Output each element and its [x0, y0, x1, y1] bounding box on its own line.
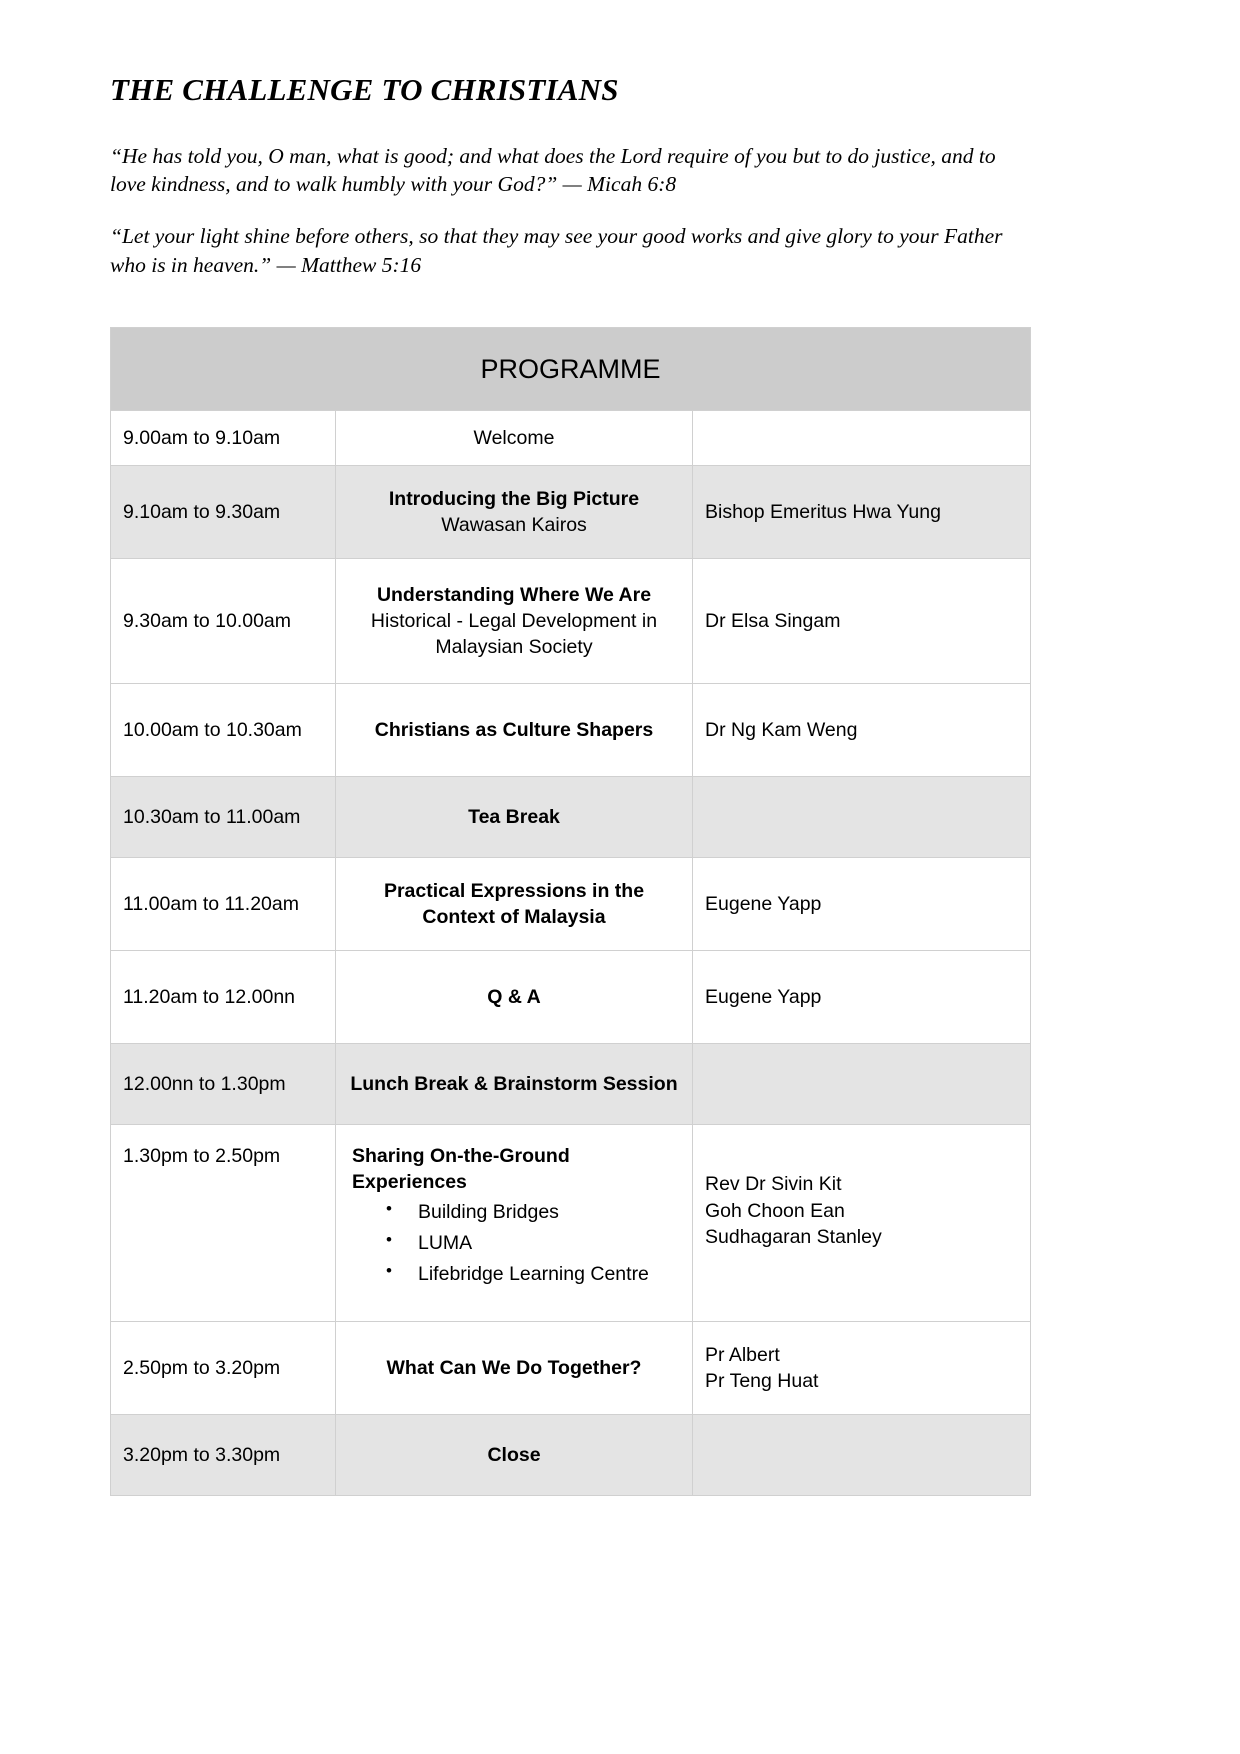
programme-table-header-row: [111, 328, 1031, 411]
row-time: 9.30am to 10.00am: [111, 559, 336, 684]
row-time: 3.20pm to 3.30pm: [111, 1415, 336, 1496]
quote-reference: — Matthew 5:16: [276, 252, 422, 277]
table-row: [111, 1044, 1031, 1125]
speaker-name: Eugene Yapp: [705, 892, 822, 915]
row-speaker: [693, 466, 1031, 559]
row-time: 9.00am to 9.10am: [111, 411, 336, 466]
programme-table: [110, 327, 1031, 1496]
page-title: THE CHALLENGE TO CHRISTIANS: [110, 72, 619, 107]
row-topic: [336, 684, 693, 777]
row-topic-subtitle: Historical - Legal Development in Malaysian Society: [370, 610, 658, 659]
row-topic: [336, 1125, 693, 1322]
row-speaker: [693, 684, 1031, 777]
quote-text: “Let your light shine before others, so that they may see your good works and give glory to your Father who is in heaven.”: [110, 224, 1003, 277]
table-row: [111, 777, 1031, 858]
list-item: • LUMA: [386, 1228, 680, 1259]
row-time: 1.30pm to 2.50pm: [111, 1125, 336, 1322]
row-time: 11.20am to 12.00nn: [111, 951, 336, 1044]
row-speaker: [693, 1044, 1031, 1125]
speaker-name: Rev Dr Sivin Kit: [705, 1173, 842, 1196]
table-row: [111, 466, 1031, 559]
row-topic-title: Understanding Where We Are: [376, 583, 652, 606]
row-topic-title: Introducing the Big Picture: [388, 488, 640, 511]
list-item: • Lifebridge Learning Centre: [386, 1259, 680, 1290]
scripture-quote-micah: [110, 142, 1010, 199]
row-topic: [336, 951, 693, 1044]
speaker-name: Bishop Emeritus Hwa Yung: [705, 500, 941, 523]
row-speaker: [693, 777, 1031, 858]
row-topic-title: Welcome: [473, 427, 555, 450]
row-speaker: [693, 1415, 1031, 1496]
row-topic: [336, 411, 693, 466]
row-topic: [336, 559, 693, 684]
speaker-name: Pr Teng Huat: [705, 1370, 819, 1393]
table-row: [111, 1125, 1031, 1322]
row-topic-title: Q & A: [487, 986, 541, 1009]
row-topic: [336, 1415, 693, 1496]
speaker-name: Sudhagaran Stanley: [705, 1226, 882, 1249]
row-topic: [336, 1322, 693, 1415]
table-row: [111, 1415, 1031, 1496]
table-row: [111, 1322, 1031, 1415]
row-time: 9.10am to 9.30am: [111, 466, 336, 559]
row-topic-title: What Can We Do Together?: [386, 1357, 642, 1380]
speaker-name: Dr Elsa Singam: [705, 609, 841, 632]
row-topic-title: Tea Break: [468, 806, 560, 829]
row-time: 10.30am to 11.00am: [111, 777, 336, 858]
row-speaker: [693, 1125, 1031, 1322]
row-topic: [336, 466, 693, 559]
programme-title-cell: PROGRAMME: [111, 328, 1031, 411]
table-row: [111, 411, 1031, 466]
table-row: [111, 858, 1031, 951]
row-topic-title: Lunch Break & Brainstorm Session: [350, 1073, 678, 1096]
row-topic: [336, 1044, 693, 1125]
row-speaker: [693, 951, 1031, 1044]
speaker-name: Dr Ng Kam Weng: [705, 718, 858, 741]
row-topic: [336, 777, 693, 858]
quote-reference: — Micah 6:8: [562, 172, 677, 197]
row-topic-subtitle: Wawasan Kairos: [441, 514, 587, 537]
list-item: • Building Bridges: [386, 1197, 680, 1228]
speaker-name: Pr Albert: [705, 1343, 780, 1366]
speaker-name: Eugene Yapp: [705, 985, 822, 1008]
table-row: [111, 951, 1031, 1044]
row-speaker: [693, 411, 1031, 466]
row-topic-title: Christians as Culture Shapers: [374, 719, 654, 742]
row-topic-title: Close: [487, 1444, 541, 1467]
table-row: [111, 684, 1031, 777]
row-speaker: [693, 1322, 1031, 1415]
row-time: 2.50pm to 3.20pm: [111, 1322, 336, 1415]
row-topic-bullet-list: [352, 1197, 680, 1289]
row-topic-title: Sharing On-the-Ground Experiences: [352, 1145, 570, 1194]
programme-table-body: [111, 411, 1031, 1496]
row-time: 12.00nn to 1.30pm: [111, 1044, 336, 1125]
scripture-quote-matthew: [110, 222, 1010, 279]
row-time: 11.00am to 11.20am: [111, 858, 336, 951]
row-topic-title: Practical Expressions in the Context of Malaysia: [383, 880, 645, 929]
quote-text: “He has told you, O man, what is good; and what does the Lord require of you but to do justice, and to love kindness, and to walk humbly with your God?”: [110, 143, 996, 197]
row-time: 10.00am to 10.30am: [111, 684, 336, 777]
row-speaker: [693, 559, 1031, 684]
speaker-name: Goh Choon Ean: [705, 1199, 845, 1222]
row-speaker: [693, 858, 1031, 951]
row-topic: [336, 858, 693, 951]
programme-section: [110, 327, 1130, 1496]
table-row: [111, 559, 1031, 684]
